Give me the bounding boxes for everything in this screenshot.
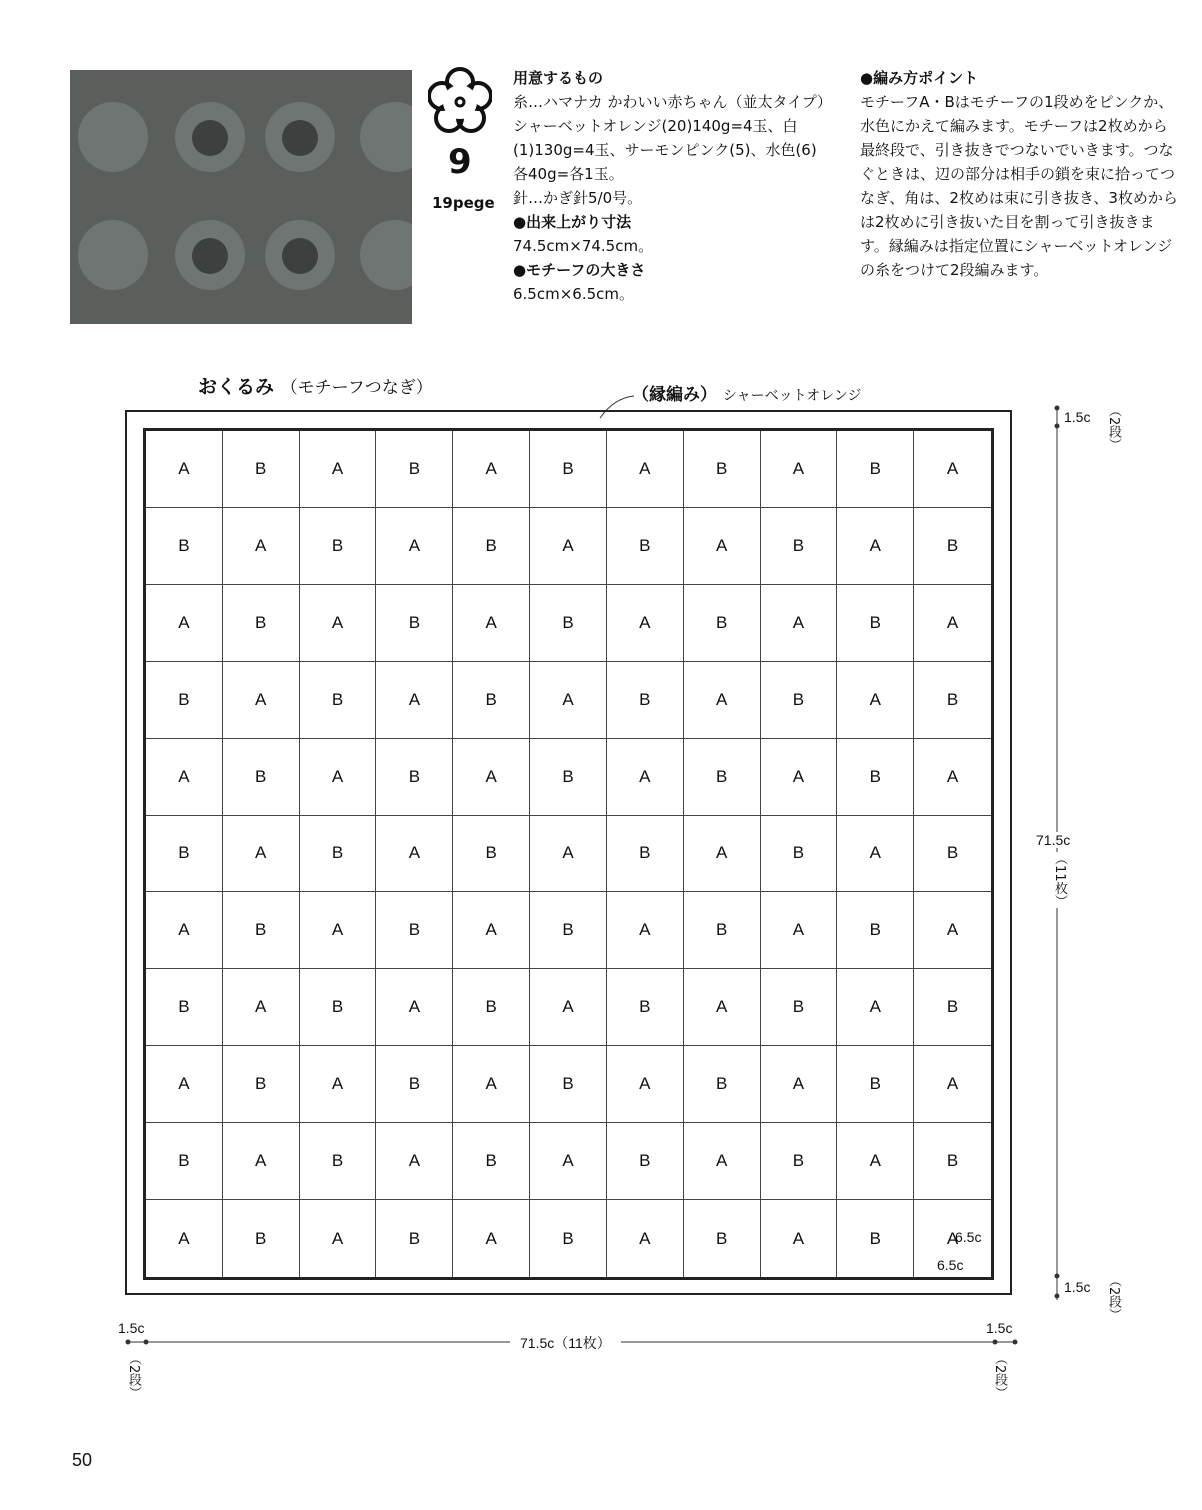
motif-cell: A [684,508,761,585]
motif-cell: A [607,739,684,816]
motif-cell: A [300,585,377,662]
motif-cell: B [684,431,761,508]
motif-cell: B [146,816,223,893]
motif-cell: B [530,892,607,969]
motif-cell: A [761,739,838,816]
motif-cell: A [530,816,607,893]
motif-cell: A [146,892,223,969]
motif-cell: B [376,1200,453,1277]
motif-cell: B [837,739,914,816]
motif-cell: A [684,1123,761,1200]
materials-heading: 用意するもの [513,69,604,87]
bottom-right-rows: （2段） [992,1352,1007,1400]
bottom-left-dim: 1.5c [118,1320,145,1336]
needle-text: 針…かぎ針5/0号。 [513,189,643,207]
right-bottom-rows: （2段） [1106,1274,1121,1322]
motif-cell: B [684,585,761,662]
motif-cell: A [946,1228,959,1248]
motif-cell: B [914,662,991,739]
motif-cell: A [146,1046,223,1123]
motif-cell: B [607,969,684,1046]
size-heading: ●出来上がり寸法 [513,213,632,231]
motif-cell: A [530,969,607,1046]
motif-cell: A [914,431,991,508]
edge-color: シャーベットオレンジ [722,388,862,404]
motif-cell: B [146,1123,223,1200]
motif-cell: A [376,1123,453,1200]
bottom-total-dim: 71.5c（11枚） [510,1333,621,1353]
size-value: 74.5cm×74.5cm。 [513,237,654,255]
yarn-text: 糸…ハマナカ かわいい赤ちゃん（並太タイプ）シャーベットオレンジ(20)140g=4玉、白(1)130g=4玉、サーモンピンク(5)、水色(6) 各40g=各1玉。 [513,93,832,183]
diagram-title-sub: （モチーフつなぎ） [280,378,433,398]
motif-cell: B [376,585,453,662]
cell-height-label: 6.5c [955,1229,982,1245]
motif-cell: A [837,1123,914,1200]
motif-cell: B [837,431,914,508]
motif-cell: A [761,1200,838,1277]
motif-size-heading: ●モチーフの大きさ [513,261,646,279]
motif-cell: A [607,1046,684,1123]
pattern-number: 9 [448,142,472,182]
diagram-title-main: おくるみ [198,376,275,398]
motif-cell: B [607,816,684,893]
motif-cell: A [223,969,300,1046]
motif-cell: A [300,892,377,969]
motif-cell: B [376,431,453,508]
motif-cell: A [453,739,530,816]
motif-cell: A [684,969,761,1046]
motif-cell: B [300,1123,377,1200]
edge-label [632,380,862,405]
motif-cell: A [530,508,607,585]
motif-cell: A [914,892,991,969]
motif-cell: B [837,1200,914,1277]
motif-cell: A [453,892,530,969]
motif-cell: A [453,585,530,662]
motif-cell: A [684,816,761,893]
motif-cell: A [376,816,453,893]
motif-cell: A [223,662,300,739]
motif-cell: B [300,969,377,1046]
motif-cell: A [376,508,453,585]
motif-cell: A [223,816,300,893]
motif-cell: A [223,1123,300,1200]
motif-cell: B [837,1046,914,1123]
motif-cell: B [223,1046,300,1123]
motif-cell: B [914,1123,991,1200]
motif-cell: B [607,662,684,739]
motif-cell: B [453,816,530,893]
motif-grid [143,428,994,1280]
motif-cell: B [761,1123,838,1200]
motif-cell: A [761,1046,838,1123]
motif-cell: A [146,739,223,816]
motif-cell: B [530,431,607,508]
motif-cell: A [453,1046,530,1123]
motif-cell: B [761,662,838,739]
motif-cell: B [530,1200,607,1277]
motif-cell: B [223,585,300,662]
motif-cell: B [761,816,838,893]
motif-cell: B [376,892,453,969]
motif-cell: A [300,739,377,816]
motif-cell: A [300,1046,377,1123]
motif-cell: A [837,508,914,585]
motif-cell: B [223,892,300,969]
motif-cell: A [223,508,300,585]
motif-cell: A [607,431,684,508]
motif-cell: A [914,1046,991,1123]
motif-cell: B [914,969,991,1046]
motif-cell: A [530,1123,607,1200]
diagram-title [198,372,433,399]
motif-cell: B [223,431,300,508]
motif-cell: A [607,1200,684,1277]
motif-cell: A [761,892,838,969]
sample-photo [70,70,412,324]
motif-cell: B [376,1046,453,1123]
right-bottom-dim: 1.5c [1064,1279,1091,1295]
motif-cell: A [530,662,607,739]
right-total-dim: 71.5c [1036,832,1071,848]
motif-cell: B [453,508,530,585]
motif-cell: A [146,585,223,662]
motif-cell: A [146,1200,223,1277]
motif-cell: B [146,662,223,739]
points-heading: ●編み方ポイント [860,69,979,87]
motif-cell: A [376,969,453,1046]
motif-cell: A [684,662,761,739]
motif-cell: B [837,892,914,969]
motif-cell: A [607,892,684,969]
right-top-rows: （2段） [1106,404,1121,452]
motif-cell: A [376,662,453,739]
motif-cell: B [607,1123,684,1200]
page-number: 50 [72,1450,93,1470]
motif-cell: A [761,585,838,662]
page-reference: 19pege [432,194,495,212]
motif-cell: B [761,508,838,585]
motif-size-value: 6.5cm×6.5cm。 [513,285,634,303]
motif-cell: B [376,739,453,816]
motif-cell: A [914,739,991,816]
motif-cell: B [300,816,377,893]
knitting-points-block [860,66,1178,282]
motif-cell: A [914,585,991,662]
motif-cell: A [300,431,377,508]
motif-cell: B [684,739,761,816]
motif-cell: A [837,816,914,893]
motif-cell: B [530,585,607,662]
motif-cell: B [684,892,761,969]
bottom-right-dim: 1.5c [986,1320,1013,1336]
motif-cell: B [223,739,300,816]
motif-cell: B [914,508,991,585]
motif-cell: B [530,1046,607,1123]
motif-cell: B [453,662,530,739]
motif-cell: B [761,969,838,1046]
motif-cell: A [453,431,530,508]
motif-cell: A [761,431,838,508]
motif-cell: B [223,1200,300,1277]
motif-cell: B [607,508,684,585]
motif-cell: B [684,1046,761,1123]
motif-cell: B [837,585,914,662]
motif-cell: B [453,1123,530,1200]
motif-cell: B [146,969,223,1046]
motif-cell: A [837,662,914,739]
motif-cell: A [837,969,914,1046]
motif-cell: B [914,816,991,893]
cell-width-label: 6.5c [937,1257,964,1273]
motif-cell: A [453,1200,530,1277]
right-total-count: （11枚） [1052,852,1067,908]
materials-block [513,66,833,306]
edge-label-main: （縁編み） [632,385,717,405]
motif-cell: B [453,969,530,1046]
motif-cell: B [300,662,377,739]
motif-cell: B [530,739,607,816]
motif-cell: A [607,585,684,662]
bottom-left-rows: （2段） [126,1352,141,1400]
motif-cell: A [300,1200,377,1277]
points-body: モチーフA・Bはモチーフの1段めをピンクか、水色にかえて編みます。モチーフは2枚めから最終段で、引き抜きでつないでいきます。つなぐときは、辺の部分は相手の鎖を束に拾ってつなぎ、角は、2枚めは束に引き抜き、3枚めからは2枚めに引き抜いた目を割って引き抜きます。縁編みは指定位置にシャーベットオレンジの糸をつけて2段編みます。 [860,93,1178,279]
right-top-dim: 1.5c [1064,409,1091,425]
motif-cell: B [684,1200,761,1277]
motif-cell: B [146,508,223,585]
flower-icon [428,64,492,138]
motif-cell: B [300,508,377,585]
motif-cell: A [146,431,223,508]
